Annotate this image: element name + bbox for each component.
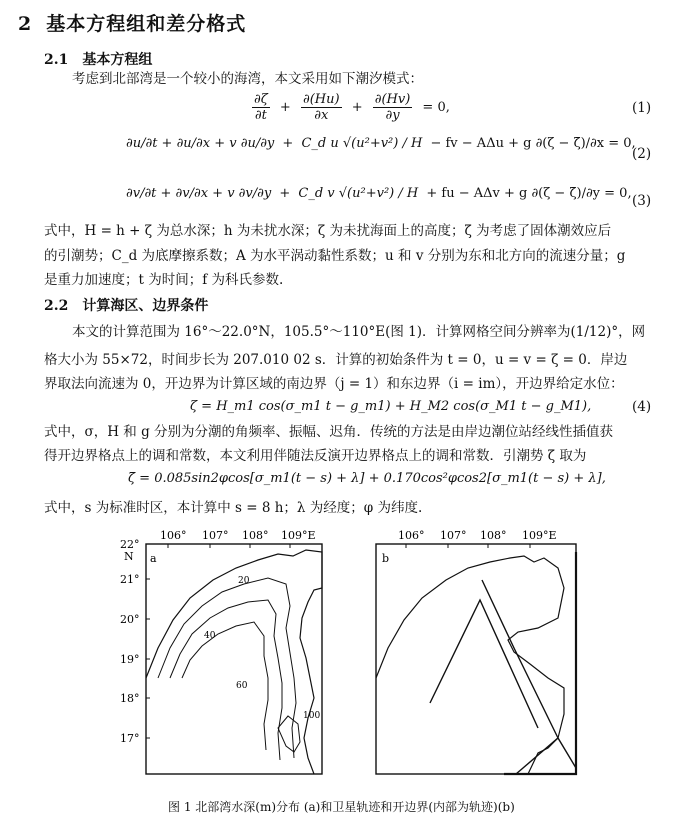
- eq1-den-2: ∂x: [314, 108, 329, 123]
- figure-1: [118, 528, 588, 790]
- lat-tick-6: 17°: [120, 732, 140, 745]
- para2-line-3: 界取法向流速为 0，开边界为计算区域的南边界（j = 1）和东边界（i = im），开边界给定水位：: [44, 376, 624, 392]
- eq1-den-3: ∂y: [385, 108, 400, 123]
- para2-line-2: 格大小为 55×72，时间步长为 207.010 02 s．计算的初始条件为 t = 0，u = v = ζ = 0．岸边: [44, 352, 628, 368]
- eq3-head: ∂v/∂t + ∂v/∂x + v ∂v/∂y: [126, 186, 272, 201]
- equation-4: ζ = H_m1 cos(σ_m1 t − g_m1) + H_M2 cos(σ_M1 t − g_M1),: [190, 399, 592, 414]
- contour-label-60: 60: [236, 681, 248, 691]
- lon-tick-a-3: 108°: [242, 529, 269, 542]
- para3-line-2: 得开边界格点上的调和常数，本文利用伴随法反演开边界格点上的调和常数．引潮势 ζ̄ 取为: [44, 448, 587, 464]
- eq1-den-1: ∂t: [254, 108, 267, 123]
- eq2-tail: − fv − AΔu + g ∂(ζ − ζ̄)/∂x = 0,: [430, 136, 636, 151]
- lon-tick-b-3: 108°: [480, 529, 507, 542]
- equation-3: ∂v/∂t + ∂v/∂x + v ∂v/∂y + C_d v √(u²+v²) / H + fu − AΔv + g ∂(ζ − ζ̄)/∂y = 0,: [126, 186, 632, 201]
- contour-label-100: 100: [303, 711, 321, 721]
- equation-2-label: (2): [632, 146, 652, 162]
- panel-b: [376, 529, 576, 774]
- eq2-friction: C_d u √(u²+v²) / H: [301, 136, 423, 151]
- lon-tick-b-1: 106°: [398, 529, 425, 542]
- eq3-friction: C_d v √(u²+v²) / H: [298, 186, 419, 201]
- lon-tick-a-1: 106°: [160, 529, 187, 542]
- lat-unit: N: [124, 550, 134, 563]
- lat-tick-3: 20°: [120, 613, 140, 626]
- eq1-num-1: ∂ζ: [254, 92, 268, 107]
- panel-a-frame: [146, 544, 322, 774]
- hainan-contour: [278, 716, 300, 752]
- lon-tick-a-4: 109°E: [281, 529, 316, 542]
- coastline-a: [146, 550, 322, 774]
- lat-tick-1: 22°: [120, 538, 140, 551]
- panel-a-ticks: [146, 544, 290, 738]
- para2-line-1: 本文的计算范围为 16°～22.0°N，105.5°～110°E(图 1)．计算网格空间分辨率为(1/12)°，网: [72, 324, 646, 340]
- equation-1: $\frac{\partial\zeta}{\partial t}$ + $\frac{\partial(Hu)}{\partial x}$ + $\frac{\partial(Hv)}{\partial y}$ = 0,: [254, 92, 450, 123]
- contour-label-40: 40: [204, 631, 216, 641]
- panel-b-label: b: [382, 552, 390, 565]
- subsection-heading-2-2: [44, 295, 208, 315]
- eq2-head: ∂u/∂t + ∂u/∂x + v ∂u/∂y: [126, 136, 275, 151]
- equation-4-label: (4): [632, 399, 652, 415]
- subsection-title: 计算海区、边界条件: [82, 298, 209, 314]
- subsection-number: 2.2: [44, 298, 69, 314]
- section-heading: [18, 9, 246, 36]
- lat-tick-5: 18°: [120, 692, 140, 705]
- equation-1-label: (1): [632, 100, 652, 116]
- eq1-tail: = 0,: [422, 100, 450, 115]
- satellite-track-2: [482, 580, 558, 738]
- panel-b-frame: [376, 544, 576, 774]
- section-number: 2: [18, 13, 33, 35]
- para4-text: 式中，s 为标准时区，本计算中 s = 8 h；λ 为经度；φ 为纬度.: [44, 500, 423, 516]
- para1-line-1: 式中，H = h + ζ 为总水深；h 为未扰水深；ζ 为未扰海面上的高度；ζ̄ 为考虑了固体潮效应后: [44, 223, 612, 239]
- intro-text: 考虑到北部湾是一个较小的海湾，本文采用如下潮汐模式：: [72, 71, 423, 87]
- subsection-number: 2.1: [44, 52, 69, 68]
- eq3-tail: + fu − AΔv + g ∂(ζ − ζ̄)/∂y = 0,: [426, 186, 632, 201]
- open-boundary: [504, 552, 576, 774]
- equation-2: ∂u/∂t + ∂u/∂x + v ∂u/∂y + C_d u √(u²+v²) / H − fv − AΔu + g ∂(ζ − ζ̄)/∂x = 0,: [126, 136, 636, 151]
- subsection-title: 基本方程组: [82, 52, 153, 68]
- lon-tick-b-2: 107°: [440, 529, 467, 542]
- satellite-track-3: [516, 738, 576, 774]
- equation-5: ζ̄ = 0.085sin2φcos[σ_m1(t − s) + λ] + 0.170cos²φcos2[σ_m1(t − s) + λ],: [128, 471, 606, 486]
- contour-20: [158, 578, 296, 758]
- para1-line-3: 是重力加速度；t 为时间；f 为科氏参数.: [44, 272, 284, 288]
- lon-tick-a-2: 107°: [202, 529, 229, 542]
- eq1-num-2: ∂(Hu): [302, 92, 340, 107]
- figure-caption: 图 1 北部湾水深(m)分布 (a)和卫星轨迹和开边界(内部为轨迹)(b): [168, 800, 515, 814]
- eq1-num-3: ∂(Hv): [374, 92, 411, 107]
- equation-3-label: (3): [632, 193, 652, 209]
- panel-a: [120, 529, 322, 774]
- panel-a-label: a: [150, 552, 157, 565]
- subsection-heading-2-1: [44, 49, 152, 69]
- lat-tick-2: 21°: [120, 573, 140, 586]
- para1-line-2: 的引潮势；C_d 为底摩擦系数；A 为水平涡动黏性系数；u 和 v 分别为东和北方向的流速分量；g: [44, 248, 626, 264]
- lat-tick-4: 19°: [120, 653, 140, 666]
- coastline-b: [376, 556, 564, 774]
- lon-tick-b-4: 109°E: [522, 529, 557, 542]
- para3-line-1: 式中，σ，H 和 g 分别为分潮的角频率、振幅、迟角．传统的方法是由岸边潮位站经线性插值获: [44, 424, 614, 440]
- contour-60: [182, 622, 268, 750]
- section-title: 基本方程组和差分格式: [46, 13, 247, 35]
- contour-label-20: 20: [238, 576, 250, 586]
